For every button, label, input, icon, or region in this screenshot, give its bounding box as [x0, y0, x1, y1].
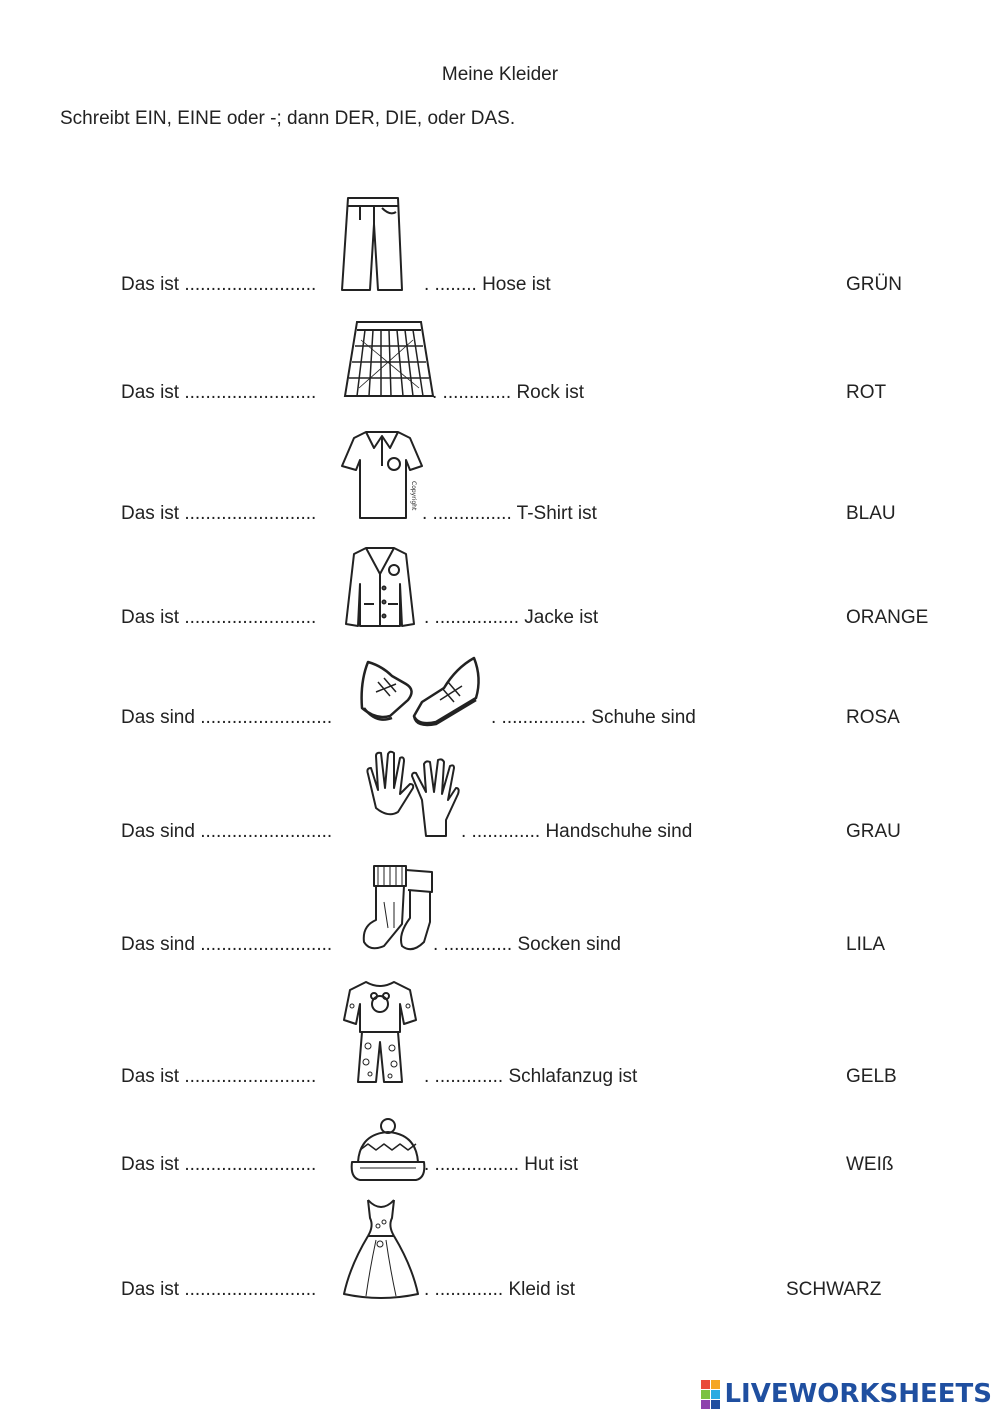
logo-block: [701, 1380, 710, 1389]
skirt-icon: [343, 318, 435, 400]
instruction-text: Schreibt EIN, EINE oder -; dann DER, DIE, oder DAS.: [60, 108, 516, 129]
row-suffix: . ................ Hut ist: [424, 1154, 579, 1175]
color-word: WEIß: [846, 1154, 894, 1175]
hat-icon: [346, 1116, 428, 1184]
logo-block: [711, 1390, 720, 1399]
color-word: GRAU: [846, 821, 901, 842]
row-prefix: Das sind .........................: [121, 707, 333, 728]
color-word: BLAU: [846, 503, 896, 524]
jacket-icon: [340, 544, 420, 630]
color-word: ORANGE: [846, 607, 929, 628]
row-suffix: . ................ Jacke ist: [424, 607, 599, 628]
row-prefix: Das ist .........................: [121, 1066, 317, 1087]
row-suffix: . ............. Schlafanzug ist: [424, 1066, 638, 1087]
row-prefix: Das ist .........................: [121, 274, 317, 295]
row-suffix: . ........ Hose ist: [424, 274, 551, 295]
row-prefix: Das ist .........................: [121, 1154, 317, 1175]
pajamas-icon: [342, 976, 418, 1088]
color-word: GELB: [846, 1066, 897, 1087]
color-word: LILA: [846, 934, 886, 955]
svg-text:Copyright: Copyright: [410, 481, 417, 511]
t-shirt-icon: [338, 426, 424, 524]
color-word: ROSA: [846, 707, 900, 728]
row-suffix: . ............. Rock ist: [432, 382, 585, 403]
row-prefix: Das sind .........................: [121, 821, 333, 842]
row-prefix: Das ist .........................: [121, 382, 317, 403]
logo-block: [701, 1390, 710, 1399]
row-suffix: . ............... T-Shirt ist: [422, 503, 597, 524]
color-word: GRÜN: [846, 274, 902, 295]
row-suffix: . ............. Kleid ist: [424, 1279, 575, 1300]
socks-icon: [358, 862, 436, 954]
logo-color-blocks: [701, 1380, 720, 1409]
dress-icon: [340, 1196, 422, 1300]
color-word: ROT: [846, 382, 887, 403]
logo-text: LIVEWORKSHEETS: [724, 1379, 992, 1409]
shoes-icon: [356, 654, 486, 728]
row-prefix: Das sind .........................: [121, 934, 333, 955]
gloves-icon: [358, 750, 462, 838]
page-title: Meine Kleider: [441, 64, 559, 85]
logo-block: [701, 1400, 710, 1409]
logo-block: [711, 1380, 720, 1389]
liveworksheets-logo: [701, 1380, 992, 1408]
logo-block: [711, 1400, 720, 1409]
row-prefix: Das ist .........................: [121, 503, 317, 524]
color-word: SCHWARZ: [786, 1279, 882, 1300]
trousers-icon: [338, 194, 410, 294]
row-prefix: Das ist .........................: [121, 1279, 317, 1300]
row-suffix: . ............. Socken sind: [433, 934, 621, 955]
row-suffix: . ............. Handschuhe sind: [461, 821, 693, 842]
row-suffix: . ................ Schuhe sind: [491, 707, 696, 728]
row-prefix: Das ist .........................: [121, 607, 317, 628]
